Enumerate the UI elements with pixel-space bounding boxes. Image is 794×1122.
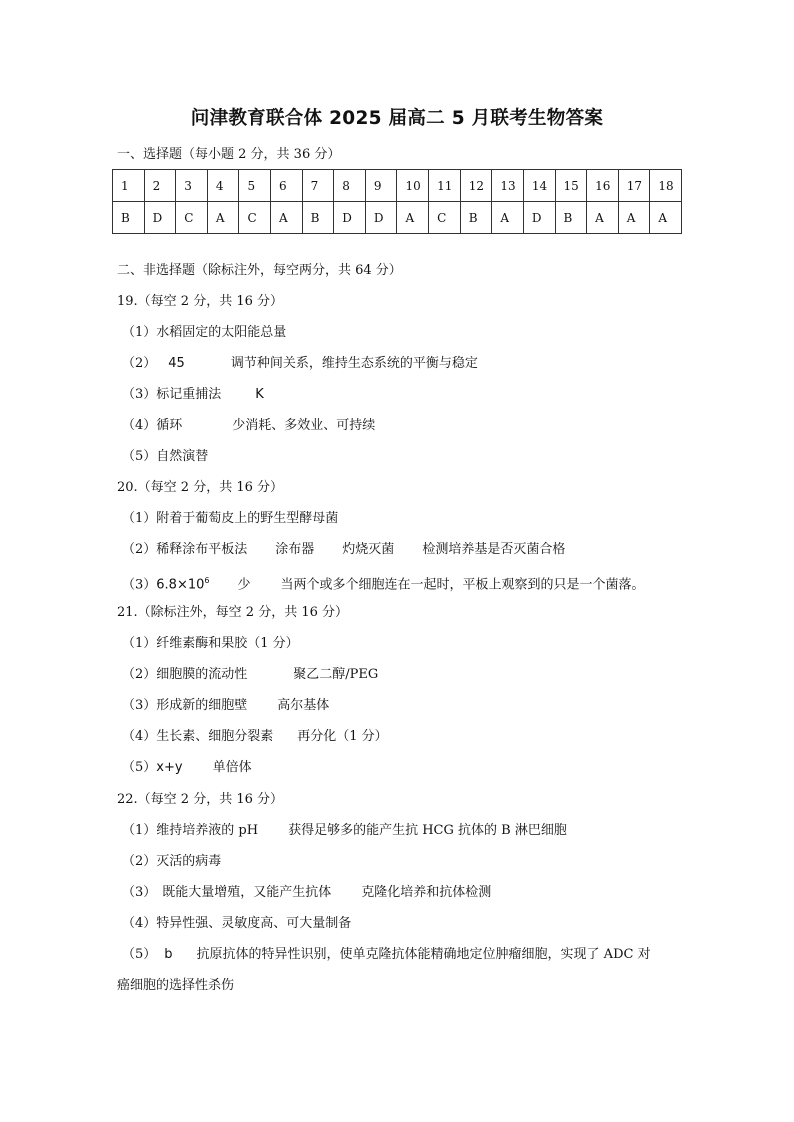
answer-cell: A <box>587 202 619 234</box>
q20-answer-3-exponent: 6 <box>204 576 210 585</box>
question-number-cell: 5 <box>239 170 271 202</box>
q22-answer-5-continued: 癌细胞的选择性杀伤 <box>117 978 235 993</box>
answer-cell: D <box>365 202 397 234</box>
question-number-cell: 6 <box>271 170 303 202</box>
section-heading-nonchoice: 二、非选择题（除标注外，每空两分，共 64 分） <box>117 263 402 278</box>
answer-cell: A <box>397 202 429 234</box>
answer-cell: B <box>113 202 145 234</box>
question-number-cell: 8 <box>334 170 366 202</box>
answer-cell: C <box>429 202 461 234</box>
q19-answer-4-p1: （4）循环 <box>122 418 183 433</box>
question-number-cell: 14 <box>523 170 555 202</box>
q20-answer-3-base: 6.8×10 <box>156 577 205 593</box>
q22-answer-1-p2: 获得足够多的能产生抗 HCG 抗体的 B 淋巴细胞 <box>288 823 567 838</box>
answer-cell: D <box>144 202 176 234</box>
q22-answer-2: （2）灭活的病毒 <box>122 854 222 869</box>
answer-cell: C <box>239 202 271 234</box>
q22-answer-3-p3: 克隆化培养和抗体检测 <box>361 885 492 900</box>
q20-answer-3-label: （3） <box>122 577 157 593</box>
answer-table <box>112 169 682 234</box>
answer-cell: B <box>460 202 492 234</box>
q20-answer-3-p2: 少 <box>237 577 251 593</box>
q20-answer-3 <box>122 572 645 594</box>
question-number-cell: 1 <box>113 170 145 202</box>
q19-answer-2-value: 45 <box>168 356 185 371</box>
question-number-cell: 3 <box>176 170 208 202</box>
answer-cell: A <box>618 202 650 234</box>
answer-cell: C <box>176 202 208 234</box>
q21-answer-2-p2: 聚乙二醇/PEG <box>293 667 379 682</box>
q21-answer-3-p2: 高尔基体 <box>277 698 330 713</box>
q20-answer-2-p1: （2）稀释涂布平板法 <box>122 542 248 557</box>
q21-answer-4 <box>122 728 388 746</box>
q21-answer-4-p2: 再分化（1 分） <box>297 729 388 744</box>
q20-answer-2-p2: 涂布器 <box>275 542 315 557</box>
answer-cell: A <box>271 202 303 234</box>
question-number-cell: 12 <box>460 170 492 202</box>
q21-answer-5-label: （5） <box>122 760 157 775</box>
question-number-row <box>113 170 682 202</box>
q21-answer-2-p1: （2）细胞膜的流动性 <box>122 667 248 682</box>
q22-answer-4: （4）特异性强、灵敏度高、可大量制备 <box>122 916 352 931</box>
q19-answer-3-method: （3）标记重捕法 <box>122 387 222 402</box>
answer-cell: D <box>523 202 555 234</box>
question-number-cell: 9 <box>365 170 397 202</box>
q20-answer-2 <box>122 541 565 559</box>
q22-answer-5-p1: b <box>164 947 173 962</box>
q21-answer-4-p1: （4）生长素、细胞分裂素 <box>122 729 274 744</box>
q21-heading: 21.（除标注外，每空 2 分，共 16 分） <box>117 605 349 620</box>
answer-cell: A <box>650 202 682 234</box>
q22-answer-5-p2: 抗原抗体的特异性识别，使单克隆抗体能精确地定位肿瘤细胞，实现了 ADC 对 <box>196 947 651 962</box>
q20-answer-2-p3: 灼烧灭菌 <box>342 542 395 557</box>
q22-answer-3-label: （3） <box>122 885 157 900</box>
q20-answer-2-p4: 检测培养基是否灭菌合格 <box>422 542 566 557</box>
q21-answer-5-p2: 单倍体 <box>212 760 252 775</box>
q21-answer-3-p1: （3）形成新的细胞壁 <box>122 698 248 713</box>
question-number-cell: 17 <box>618 170 650 202</box>
answer-row <box>113 202 682 234</box>
answer-cell: A <box>207 202 239 234</box>
q21-answer-2 <box>122 666 378 684</box>
answer-cell: B <box>555 202 587 234</box>
q21-answer-5-p1: x+y <box>156 760 183 775</box>
q19-answer-2-label: （2） <box>122 356 157 371</box>
q19-answer-5: （5）自然演替 <box>122 449 209 464</box>
q22-answer-5 <box>122 946 651 964</box>
question-number-cell: 13 <box>492 170 524 202</box>
question-number-cell: 4 <box>207 170 239 202</box>
q22-answer-3-p2: 既能大量增殖，又能产生抗体 <box>162 885 332 900</box>
q22-answer-1-p1: （1）维持培养液的 pH <box>122 823 259 838</box>
q19-answer-4-p2: 少消耗、多效业、可持续 <box>232 418 376 433</box>
q22-answer-5-label: （5） <box>122 947 157 962</box>
q20-heading: 20.（每空 2 分，共 16 分） <box>117 480 284 495</box>
q19-answer-2-text: 调节种间关系，维持生态系统的平衡与稳定 <box>230 356 478 371</box>
answer-cell: A <box>492 202 524 234</box>
q19-answer-3-value: K <box>255 387 264 402</box>
question-number-cell: 15 <box>555 170 587 202</box>
q19-answer-1: （1）水稻固定的太阳能总量 <box>122 325 287 340</box>
answer-cell: D <box>334 202 366 234</box>
q19-answer-4 <box>122 417 375 435</box>
question-number-cell: 18 <box>650 170 682 202</box>
q19-answer-3 <box>122 386 264 404</box>
question-number-cell: 16 <box>587 170 619 202</box>
q21-answer-3 <box>122 697 329 715</box>
q19-answer-2 <box>122 355 478 373</box>
q19-heading: 19.（每空 2 分，共 16 分） <box>117 294 284 309</box>
q21-answer-5 <box>122 759 252 777</box>
q20-answer-3-p3: 当两个或多个细胞连在一起时，平板上观察到的只是一个菌落。 <box>280 577 645 593</box>
question-number-cell: 2 <box>144 170 176 202</box>
question-number-cell: 10 <box>397 170 429 202</box>
question-number-cell: 7 <box>302 170 334 202</box>
q22-heading: 22.（每空 2 分，共 16 分） <box>117 792 284 807</box>
question-number-cell: 11 <box>429 170 461 202</box>
q22-answer-1 <box>122 822 567 840</box>
q21-answer-1: （1）纤维素酶和果胶（1 分） <box>122 636 299 651</box>
answer-cell: B <box>302 202 334 234</box>
q22-answer-3 <box>122 884 491 902</box>
section-heading-choice: 一、选择题（每小题 2 分，共 36 分） <box>117 147 341 162</box>
q20-answer-1: （1）附着于葡萄皮上的野生型酵母菌 <box>122 511 339 526</box>
page-title: 问津教育联合体 2025 届高二 5 月联考生物答案 <box>190 108 604 129</box>
